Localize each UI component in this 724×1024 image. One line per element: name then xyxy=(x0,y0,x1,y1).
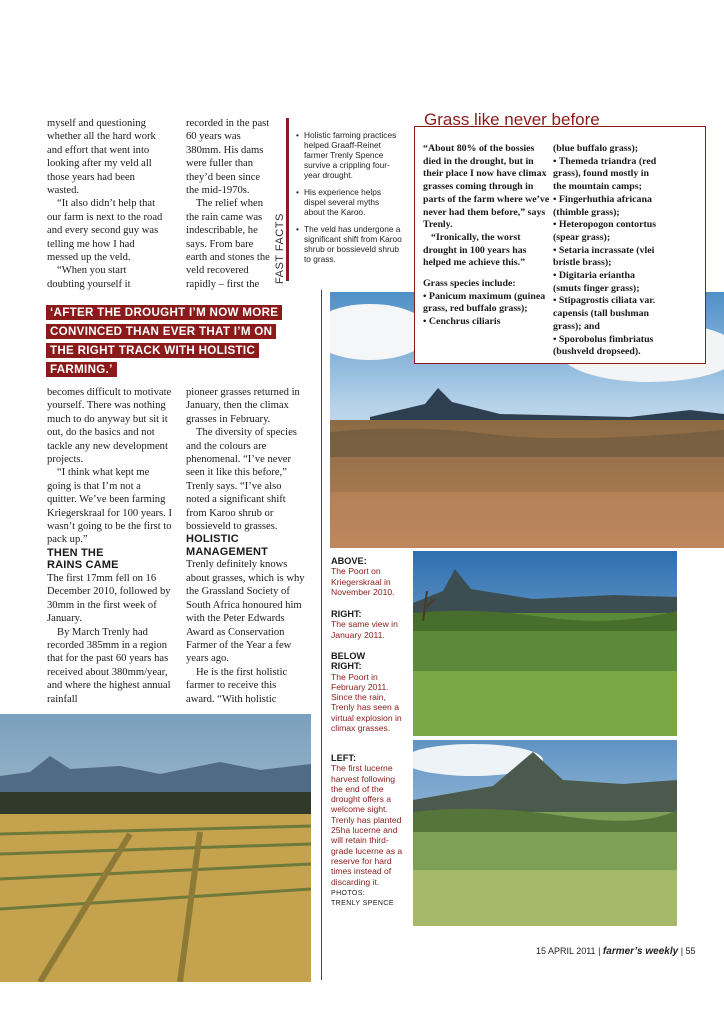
pull-quote xyxy=(46,303,290,379)
sidebar-list-item: (blue buffalo grass); xyxy=(553,143,639,154)
footer-separator: | xyxy=(680,946,684,956)
sidebar-list-item: • Panicum maximum (guinea grass, red buffalo grass); xyxy=(423,290,546,315)
pull-quote-text: ‘AFTER THE DROUGHT I’M NOW MORE CONVINCED THAN EVER THAT I’M ON THE RIGHT TRACK WITH HOLISTIC FARMING.’ xyxy=(46,305,282,377)
caption-right xyxy=(331,609,405,640)
column-2-top xyxy=(186,117,272,291)
caption-below-right xyxy=(331,651,405,733)
footer-brand: farmer’s weekly xyxy=(602,946,679,957)
page-footer xyxy=(536,946,696,957)
sidebar-right-column xyxy=(553,143,663,359)
caption-label: LEFT: xyxy=(331,753,357,763)
sidebar-list-item: • Fingerhuthia africana (thimble grass); xyxy=(553,193,652,218)
body-paragraph: By March Trenly had recorded 385mm in a region that for the past 60 years has received about 380mm/year, and where the highest annual rainfall xyxy=(47,626,171,705)
footer-date: 15 APRIL 2011 xyxy=(536,946,596,956)
caption-label: RIGHT: xyxy=(331,609,362,619)
section-heading: THEN THE RAINS CAME xyxy=(47,546,119,572)
sidebar-list-item: • Sporobolus fimbriatus (bushveld dropseed). xyxy=(553,333,654,358)
fast-fact-item: • The veld has undergone a significant shift from Karoo shrub or bossieveld shrub to grass. xyxy=(296,224,402,264)
body-paragraph: “When you start doubting yourself it xyxy=(47,265,131,290)
fast-facts-list xyxy=(296,130,402,271)
footer-separator: | xyxy=(598,946,601,956)
column-2-bottom xyxy=(186,386,306,706)
fast-facts-label: FAST FACTS xyxy=(274,213,286,284)
column-1-bottom xyxy=(47,386,173,706)
page-number: 55 xyxy=(685,946,696,956)
photo-veld-february xyxy=(413,740,677,926)
body-paragraph: pioneer grasses returned in January, then the climax grasses in February. xyxy=(186,387,300,425)
sidebar-paragraph: “Ironically, the worst drought in 100 years has helped me achieve this.” xyxy=(423,231,527,269)
caption-text: The same view in January 2011. xyxy=(331,619,398,640)
body-paragraph: He is the first holistic farmer to receive this award. “With holistic xyxy=(186,666,288,705)
caption-text: The Poort on Kriegerskraal in November 2010. xyxy=(331,566,395,597)
fast-fact-item: • Holistic farming practices helped Graaff-Reinet farmer Trenly Spence survive a crippling four-year drought. xyxy=(296,130,402,180)
sidebar-list-item: • Cenchrus ciliaris xyxy=(423,316,501,328)
section-heading: HOLISTIC MANAGEMENT xyxy=(186,533,269,558)
sidebar-list-item: • Stipagrostis ciliata var. capensis (tall bushman grass); and xyxy=(553,295,656,332)
sidebar-left-column xyxy=(423,143,551,329)
caption-label: ABOVE: xyxy=(331,556,367,566)
fast-fact-item: • His experience helps dispel several myths about the Karoo. xyxy=(296,187,402,217)
sidebar-list-item: • Setaria incrassate (vlei bristle brass); xyxy=(553,244,655,269)
caption-text: The Poort in February 2011. Since the rain, Trenly has seen a virtual explosion in climax grasses. xyxy=(331,671,402,734)
sidebar-title: Grass like never before xyxy=(424,110,600,129)
body-paragraph: becomes difficult to motivate yourself. There was nothing much to do anyway but sit it out, do the basics and not tackle any new development projects. xyxy=(47,387,172,466)
body-paragraph: “I think what kept me going is that I’m not a quitter. We’ve been farming Kriegerskraal for 100 years. I wasn’t going to be the first to pack up.” xyxy=(47,467,173,546)
sidebar-paragraph: “About 80% of the bossies died in the drought, but in their place I now have climax grasses coming through in parts of the farm where we’ve never had them before,” says Trenly. xyxy=(423,143,550,231)
photo-lucerne-harvest xyxy=(0,714,311,982)
body-paragraph: The first 17mm fell on 16 December 2010, followed by 30mm in the first week of January. xyxy=(47,572,171,625)
sidebar-list-item: • Digitaria eriantha (smuts finger grass); xyxy=(553,270,640,294)
column-1-top xyxy=(47,117,165,291)
photo-credit-label: PHOTOS: xyxy=(331,889,366,897)
column-divider xyxy=(321,290,322,980)
caption-label: BELOW RIGHT: xyxy=(331,651,366,672)
sidebar-list-item: • Themeda triandra (red grass), found mostly in the mountain camps; xyxy=(553,155,657,193)
body-paragraph: “It also didn’t help that our farm is next to the road and every second guy was telling me how I had messed up the veld. xyxy=(47,198,163,264)
caption-text: The first lucerne harvest following the end of the drought offers a welcome sight. Trenly has planted 25ha lucerne and will retain third-grade lucerne as a reserve for hard times instead of discarding it. xyxy=(331,763,403,887)
body-paragraph: Trenly definitely knows about grasses, which is why the Grassland Society of South Africa honoured him with the Peter Edwards Award as Conservation Farmer of the Year a few years ago. xyxy=(186,559,305,665)
body-paragraph: The diversity of species and the colours are phenomenal. “I’ve never seen it like this before,” Trenly says. “I’ve also noted a significant shift from Karoo shrub or bossieveld to grasses. xyxy=(186,427,297,533)
body-paragraph: myself and questioning whether all the hard work and effort that went into looking after my veld all those years had been wasted. xyxy=(47,118,156,197)
photo-credit-name: TRENLY SPENCE xyxy=(331,900,394,908)
body-paragraph: The relief when the rain came was indescribable, he says. From bare earth and stones the veld recovered rapidly – first the xyxy=(186,198,270,290)
sidebar-paragraph: Grass species include: xyxy=(423,278,516,290)
caption-left xyxy=(331,753,405,909)
fast-facts-bar xyxy=(286,118,289,281)
sidebar-list-item: • Heteropogon contortus (spear grass); xyxy=(553,219,657,243)
body-paragraph: recorded in the past 60 years was 380mm. His dams were fuller than they’d been since the mid-1970s. xyxy=(186,118,270,197)
caption-above xyxy=(331,556,405,597)
photo-veld-january xyxy=(413,551,677,736)
